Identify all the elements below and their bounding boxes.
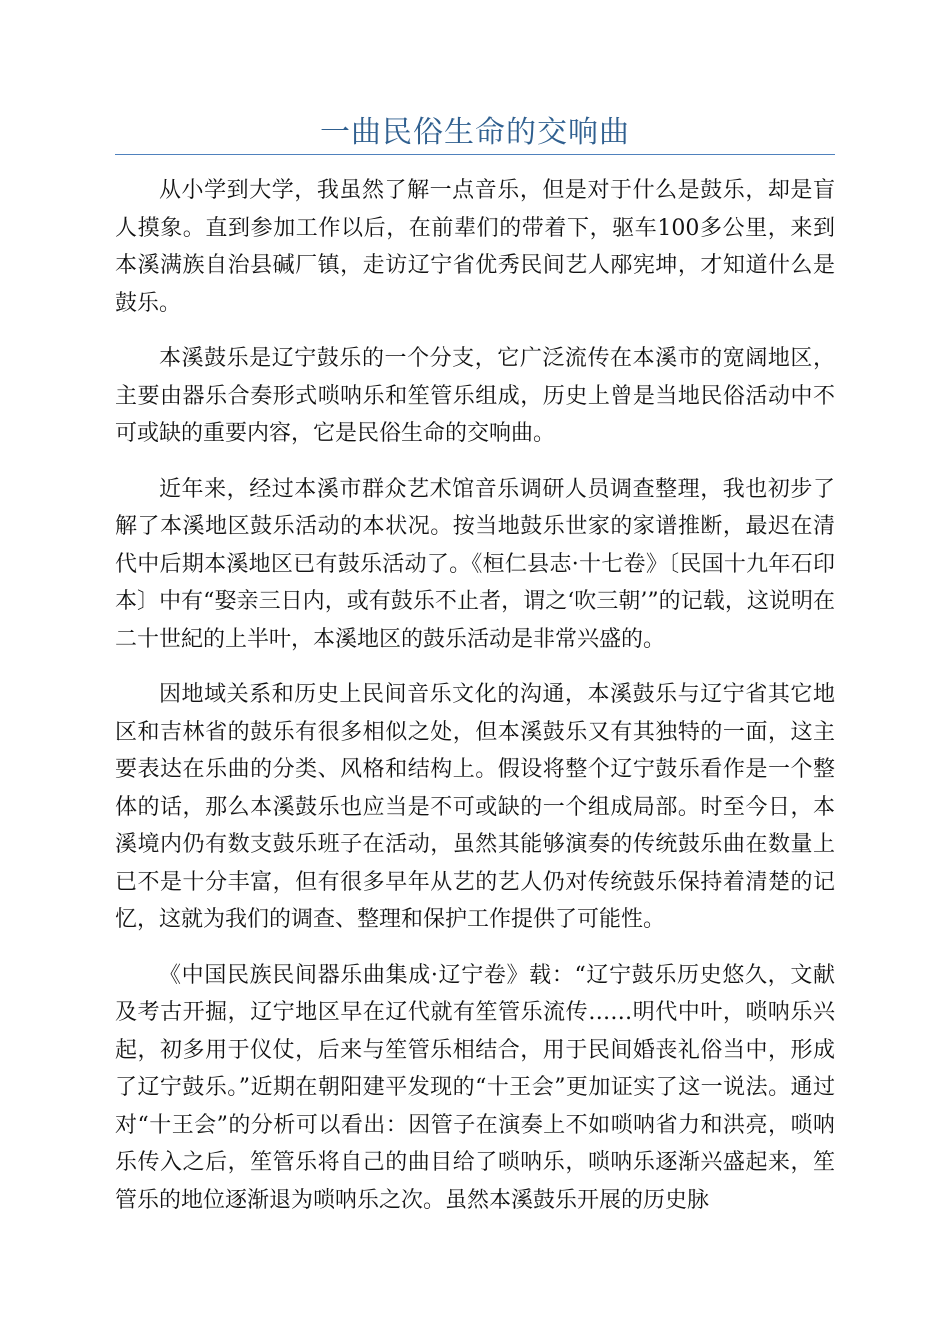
- paragraph-5: 《中国民族民间器乐曲集成·辽宁卷》载：“辽宁鼓乐历史悠久，文献及考古开掘，辽宁地区早在辽代就有笙管乐流传……明代中叶，唢呐乐兴起，初多用于仪仗，后来与笙管乐相结合，用于民间婚丧礼俗当中，形成了辽宁鼓乐。”近期在朝阳建平发现的“十王会”更加证实了这一说法。通过对“十王会”的分析可以看出：因管子在演奏上不如唢呐省力和洪亮，唢呐乐传入之后，笙管乐将自己的曲目给了唢呐乐，唢呐乐逐渐兴盛起来，笙管乐的地位逐渐退为唢呐乐之次。虽然本溪鼓乐开展的历史脉: [115, 962, 835, 1213]
- document-title: 一曲民俗生命的交响曲: [320, 115, 630, 150]
- paragraph-3: 近年来，经过本溪市群众艺术馆音乐调研人员调查整理，我也初步了解了本溪地区鼓乐活动的本状况。按当地鼓乐世家的家谱推断，最迟在清代中后期本溪地区已有鼓乐活动了。《桓仁县志·十七卷》〔民国十九年石印本〕中有“娶亲三日内，或有鼓乐不止者，谓之‘吹三朝’”的记载，这说明在二十世紀的上半叶，本溪地区的鼓乐活动是非常兴盛的。: [115, 476, 835, 652]
- paragraph-4: 因地域关系和历史上民间音乐文化的沟通，本溪鼓乐与辽宁省其它地区和吉林省的鼓乐有很多相似之处，但本溪鼓乐又有其独特的一面，这主要表达在乐曲的分类、风格和结构上。假设将整个辽宁鼓乐看作是一个整体的话，那么本溪鼓乐也应当是不可或缺的一个组成局部。时至今日，本溪境内仍有数支鼓乐班子在活动，虽然其能够演奏的传统鼓乐曲在数量上已不是十分丰富，但有很多早年从艺的艺人仍对传统鼓乐保持着清楚的记忆，这就为我们的调查、整理和保护工作提供了可能性。: [115, 682, 835, 932]
- title-underline: [115, 154, 835, 155]
- document-body: [115, 172, 835, 1237]
- paragraph-2: 本溪鼓乐是辽宁鼓乐的一个分支，它广泛流传在本溪市的宽阔地区，主要由器乐合奏形式唢呐乐和笙管乐组成，历史上曾是当地民俗活动中不可或缺的重要内容，它是民俗生命的交响曲。: [115, 346, 835, 446]
- paragraph-1: 从小学到大学，我虽然了解一点音乐，但是对于什么是鼓乐，却是盲人摸象。直到参加工作以后，在前辈们的带着下，驱车100多公里，来到本溪满族自治县碱厂镇，走访辽宁省优秀民间艺人邴宪坤，才知道什么是鼓乐。: [115, 178, 835, 316]
